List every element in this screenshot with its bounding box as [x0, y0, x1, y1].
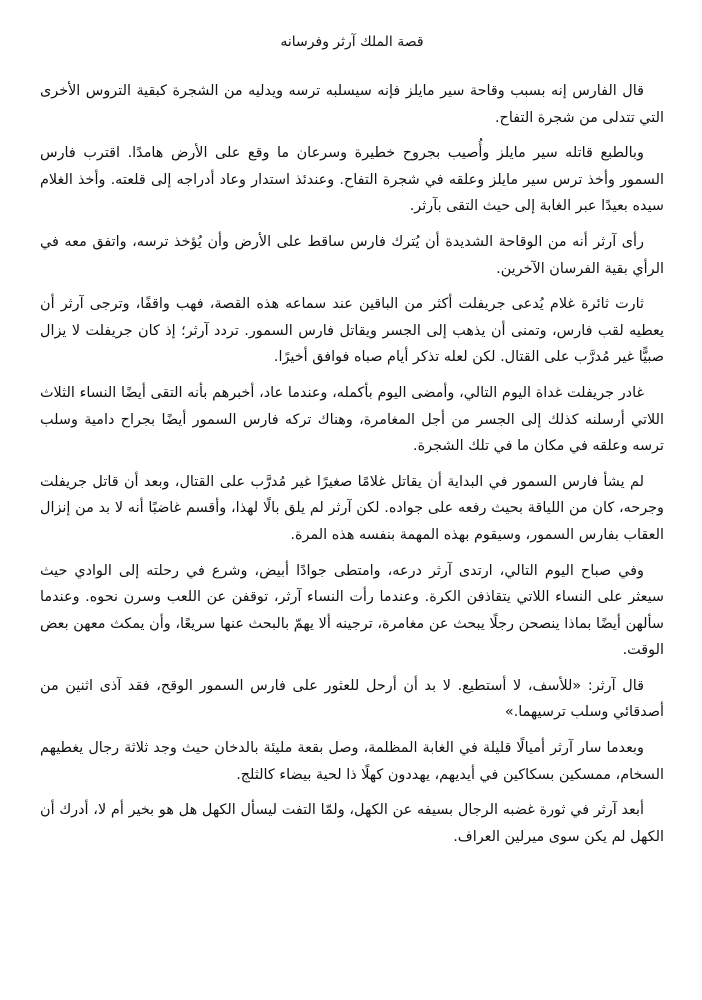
paragraph: قال آرثر: «للأسف، لا أستطيع. لا بد أن أرحل للعثور على فارس السمور الوقح، فقد آذى اثنين من أصدقائي وسلب ترسيهما.»: [40, 677, 664, 721]
running-header: قصة الملك آرثر وفرسانه: [280, 34, 424, 50]
paragraph: أبعد آرثر في ثورة غضبه الرجال بسيفه عن الكهل، ولمّا التفت ليسأل الكهل هل هو بخير أم لا، أدرك أن الكهل لم يكن سوى ميرلين العراف.: [40, 802, 664, 845]
paragraph: وفي صباح اليوم التالي، ارتدى آرثر درعه، وامتطى جوادًا أبيض، وشرع في رحلته إلى الوادي حيث سيعثر على النساء اللاتي يتقاذفن الكرة. وعندما رأت النساء آرثر، توقفن عن اللعب وسرن نحوه. وعندما سألهن أيضًا بماذا ينصحن رجلًا يبحث عن مغامرة، ترجينه ألا يهمّ بالبحث عنها سريعًا، وأن يمكث معهن بعض الوقت.: [40, 562, 664, 659]
paragraph: وبالطبع قاتله سير مايلز وأُصيب بجروح خطيرة وسرعان ما وقع على الأرض هامدًا. اقترب فارس السمور وأخذ ترس سير مايلز وعلقه في شجرة التفاح. وعندئذ استدار وعاد أدراجه إلى قلعته. وأخذ الغلام سيده بعيدًا عبر الغابة إلى حيث التقى بآرثر.: [40, 145, 664, 215]
paragraph: رأى آرثر أنه من الوقاحة الشديدة أن يُترك فارس ساقط على الأرض وأن يُؤخذ ترسه، واتفق معه في الرأي بقية الفرسان الآخرين.: [40, 233, 664, 277]
paragraph: ثارت ثائرة غلام يُدعى جريفلت أكثر من الباقين عند سماعه هذه القصة، فهب واقفًا، وترجى آرثر أن يعطيه لقب فارس، وتمنى أن يذهب إلى الجسر ويقاتل فارس السمور. تردد آرثر؛ إذ كان جريفلت لا يزال صبيًّا غير مُدرَّب على القتال. لكن لعله تذكر أيام صباه فوافق أخيرًا.: [40, 296, 664, 366]
paragraph: وبعدما سار آرثر أميالًا قليلة في الغابة المظلمة، وصل بقعة مليئة بالدخان حيث وجد ثلاثة رجال يغطيهم السخام، ممسكين بسكاكين في أيديهم، يهددون كهلًا ذا لحية بيضاء كالثلج.: [40, 740, 664, 783]
paragraph: قال الفارس إنه بسبب وقاحة سير مايلز فإنه سيسلبه ترسه ويدليه من الشجرة كبقية التروس الأخرى التي تتدلى من شجرة التفاح.: [40, 83, 664, 126]
paragraph: لم يشأ فارس السمور في البداية أن يقاتل غلامًا صغيرًا غير مُدرَّب على القتال، وبعد أن قاتل جريفلت وجرحه، كان من اللياقة بحيث رفعه على جواده. لكن آرثر لم يلق بالًا لهذا، وأقسم غاضبًا أنه لا بد من إنزال العقاب بفارس السمور، وسيقوم بهذه المهمة بنفسه هذه المرة.: [40, 473, 664, 543]
body-text: [40, 78, 664, 850]
paragraph: غادر جريفلت غداة اليوم التالي، وأمضى اليوم بأكمله، وعندما عاد، أخبرهم بأنه التقى أيضًا النساء الثلاث اللاتي أرسلنه كذلك إلى الجسر من أجل المغامرة، وهناك تركه فارس السمور أيضًا بجراح دامية وسلب ترسه وعلقه في مكان ما في تلك الشجرة.: [40, 384, 664, 455]
